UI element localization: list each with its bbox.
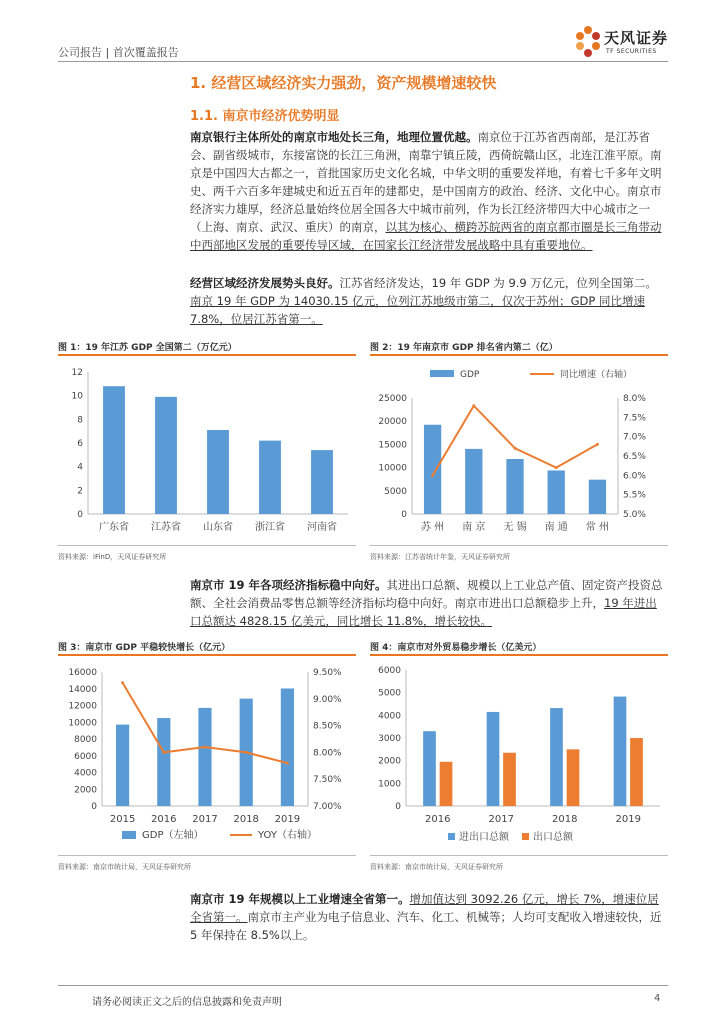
figure-1-bottom-rule [58,545,356,546]
chart2-point-1 [472,404,475,407]
chart2-ytick-4: 20000 [378,417,407,428]
chart1-xtick-4: 河南省 [307,522,337,533]
chart2-bar-3 [548,470,565,514]
chart4-xtick-0: 2016 [425,814,451,825]
paragraph-location [190,128,668,254]
header-divider [58,61,668,62]
chart3-y2tick-3: 8.50% [313,721,342,732]
chart3-ytick-2: 4000 [74,768,97,779]
chart3-legend-label-0: GDP（左轴） [142,830,204,841]
chart1-ytick-0: 0 [77,510,83,520]
figure-3-source: 资料来源：南京市统计局，天风证券研究所 [58,863,191,871]
paragraph-indicators [190,576,668,630]
chart3-bar-1 [157,718,170,806]
chart3-legend-swatch-0 [122,831,136,839]
chart3-ytick-5: 10000 [68,718,97,729]
chart2-ytick-1: 5000 [384,486,407,497]
paragraph-body: 南京位于江苏省西南部，是江苏省会、副省级城市，东接富饶的长江三角洲，南靠宁镇丘陵，西倚皖赣山区，北连江淮平原。南京是中国四大古都之一，首批国家历史文化名城，中华文明的重要发祥地，有着七千多年文明史、两千六百多年建城史和近五百年的建都史，是中国南方的政治、经济、文化中心。南京市经济实力雄厚，经济总量始终位居全国各大中城市前列，作为长江经济带四大中心城市之一（上海、南京、武汉、重庆）的南京， [190,130,662,234]
chart4-bar-s1-2 [567,749,580,806]
chart4-bar-s1-3 [630,738,643,806]
chart1-bar-0 [103,386,125,514]
paragraph-body: 江苏省经济发达，19 年 GDP 为 9.9 万亿元，位列全国第二。 [339,276,657,290]
chart3-y2tick-5: 9.50% [313,668,342,678]
chart2-ytick-0: 0 [401,510,407,520]
paragraph-underline: 南京 19 年 GDP 为 14030.15 亿元，位列江苏地级市第二，仅次于苏州；GDP 同比增速 7.8%，位居江苏省第一。 [190,294,645,326]
paragraph-underline: 增加值达到 3092.26 亿元，增长 7%，增速位居全省第一。 [190,892,659,924]
chart1-ytick-2: 4 [77,462,83,473]
chart1-bar-2 [207,430,229,514]
chart2-bar-2 [506,459,523,514]
chart4-bar-s0-1 [487,712,500,806]
chart2-bar-4 [589,480,606,514]
chart1-xtick-3: 浙江省 [255,522,285,533]
figure-4-bottom-rule [370,855,668,856]
figure-2-bottom-rule [370,545,668,546]
chart-3 [58,658,356,853]
figure-1-rule [58,354,356,356]
chart3-ytick-4: 8000 [74,735,97,745]
chart4-ytick-5: 5000 [378,688,401,699]
paragraph-industry [190,890,668,944]
chart3-y2tick-2: 8.00% [313,748,342,759]
chart3-xtick-3: 2018 [233,814,259,825]
chart2-point-3 [555,466,558,469]
figure-1-title: 图 1：19 年江苏 GDP 全国第二（万亿元） [58,343,237,353]
chart2-xtick-0: 苏 州 [421,522,445,533]
figure-3-bottom-rule [58,855,356,856]
chart4-bar-s0-0 [423,731,436,806]
chart3-point-3 [245,751,248,754]
chart4-ytick-0: 0 [395,802,401,812]
paragraph-lead: 南京市 19 年各项经济指标稳中向好。 [190,578,387,592]
chart4-bar-s0-3 [614,697,627,806]
footer-divider [58,985,668,986]
chart4-xtick-1: 2017 [488,814,514,825]
chart3-y2tick-4: 9.00% [313,694,342,705]
chart3-bar-2 [198,708,211,806]
paragraph-economy [190,274,668,328]
chart4-bar-s1-1 [503,753,516,806]
chart3-ytick-8: 16000 [68,668,97,678]
chart2-ytick-3: 15000 [378,440,407,451]
chart4-xtick-3: 2019 [615,814,641,825]
chart1-bar-4 [311,450,333,514]
chart4-bar-s0-2 [550,708,563,806]
chart1-xtick-0: 广东省 [99,522,129,533]
chart1-bar-1 [155,397,177,514]
paragraph-lead: 南京银行主体所处的南京市地处长三角，地理位置优越。 [190,130,478,144]
figure-1-source: 资料来源：iFinD，天风证券研究所 [58,553,167,561]
chart3-ytick-0: 0 [91,802,97,812]
figure-2-source: 资料来源：江苏省统计年鉴，天风证券研究所 [370,553,510,561]
chart3-xtick-2: 2017 [192,814,218,825]
figure-3-title: 图 3：南京市 GDP 平稳较快增长（亿元） [58,643,231,653]
chart2-legend-label-0: GDP [460,370,480,380]
figure-4-source: 资料来源：南京市统计局，天风证券研究所 [370,863,503,871]
chart4-bar-s1-0 [440,762,453,806]
chart2-point-2 [514,447,517,450]
chart3-y2tick-1: 7.50% [313,775,342,786]
chart2-y2tick-6: 8.0% [623,394,646,404]
chart1-ytick-3: 6 [77,439,83,449]
chart2-bar-1 [465,449,482,514]
chart2-point-0 [431,474,434,477]
chart2-y2tick-5: 7.5% [623,413,646,424]
chart1-ytick-6: 12 [71,368,83,378]
chart1-ytick-4: 8 [77,415,83,426]
chart3-point-0 [121,681,124,684]
chart4-ytick-6: 6000 [378,666,401,676]
logo-subtext: TF SECURITIES [606,48,657,55]
chart3-point-1 [162,751,165,754]
paragraph-body: 其进出口总额、规模以上工业总产值、固定资产投资总额、全社会消费品零售总额等经济指标均稳中向好。南京市进出口总额稳步上升， [190,578,663,610]
figure-4-rule [370,654,668,656]
chart3-ytick-6: 12000 [68,701,97,712]
chart4-ytick-4: 4000 [378,711,401,722]
report-type: 公司报告 | 首次覆盖报告 [58,46,179,59]
chart-2 [370,358,668,543]
chart3-ytick-7: 14000 [68,684,97,695]
chart2-xtick-1: 南 京 [462,522,486,533]
figure-4-title: 图 4：南京市对外贸易稳步增长（亿美元） [370,643,542,653]
chart1-xtick-1: 江苏省 [151,522,181,533]
chart2-xtick-3: 南 通 [544,522,568,533]
chart3-xtick-0: 2015 [109,814,136,825]
chart2-xtick-4: 常 州 [585,522,609,533]
chart3-ytick-3: 6000 [74,751,97,762]
chart4-ytick-1: 1000 [378,779,401,790]
chart4-legend-label-1: 出口总额 [533,832,573,843]
chart1-ytick-5: 10 [71,391,83,402]
chart4-legend-swatch-0 [448,833,455,840]
chart2-legend-label-1: 同比增速（右轴） [560,370,633,380]
footer-disclaimer: 请务必阅读正文之后的信息披露和免责声明 [92,997,282,1008]
chart-1 [58,358,356,543]
chart2-ytick-5: 25000 [378,394,407,404]
chart3-point-2 [204,746,207,749]
chart3-ytick-1: 2000 [74,785,97,796]
chart2-ytick-2: 10000 [378,463,407,474]
chart2-y2tick-4: 7.0% [623,432,646,443]
logo-text: 天风证券 [604,29,669,47]
chart4-ytick-2: 2000 [378,756,401,767]
chart2-legend-swatch-0 [430,370,454,377]
chart3-y2tick-0: 7.00% [313,802,342,812]
chart4-legend-swatch-1 [522,833,529,840]
chart4-ytick-3: 3000 [378,734,401,744]
chart1-ytick-1: 2 [77,486,83,497]
chart3-bar-0 [116,725,129,806]
chart4-xtick-2: 2018 [552,814,578,825]
page-number: 4 [654,993,661,1004]
chart4-legend-label-0: 进出口总额 [459,832,509,843]
chart2-y2tick-1: 5.5% [623,490,646,501]
paragraph-lead: 南京市 19 年规模以上工业增速全省第一。 [190,892,410,906]
chart2-y2tick-0: 5.0% [623,510,646,520]
section-heading: 1. 经营区域经济实力强劲，资产规模增速较快 [190,74,497,92]
paragraph-lead: 经营区域经济发展势头良好。 [190,276,340,290]
chart3-legend-label-1: YOY（右轴） [258,830,317,841]
paragraph-body: 南京市主产业为电子信息业、汽车、化工、机械等；人均可支配收入增速较快，近 5 年保持在 8.5%以上。 [190,910,662,942]
chart2-bar-0 [424,425,441,514]
chart3-bar-4 [281,688,294,806]
chart3-point-4 [286,762,289,765]
subsection-heading: 1.1. 南京市经济优势明显 [190,109,340,124]
figure-2-rule [370,354,668,356]
paragraph-underline: 19 年进出口总额达 4828.15 亿美元，同比增长 11.8%，增长较快。 [190,596,657,628]
chart-4 [370,658,668,853]
chart2-point-4 [596,443,599,446]
chart3-xtick-4: 2019 [274,814,301,825]
paragraph-underline: 以其为核心、横跨苏皖两省的南京都市圈是长三角带动中西部地区发展的重要传导区域，在国家长江经济带发展战略中具有重要地位。 [190,220,662,252]
chart3-xtick-1: 2016 [151,814,177,825]
chart1-bar-3 [259,441,281,514]
chart1-xtick-2: 山东省 [203,522,233,533]
chart2-y2tick-2: 6.0% [623,471,646,482]
figure-2-title: 图 2：19 年南京市 GDP 排名省内第二（亿） [370,343,558,353]
figure-3-rule [58,654,356,656]
chart2-y2tick-3: 6.5% [623,452,646,462]
chart2-xtick-2: 无 锡 [503,522,527,533]
